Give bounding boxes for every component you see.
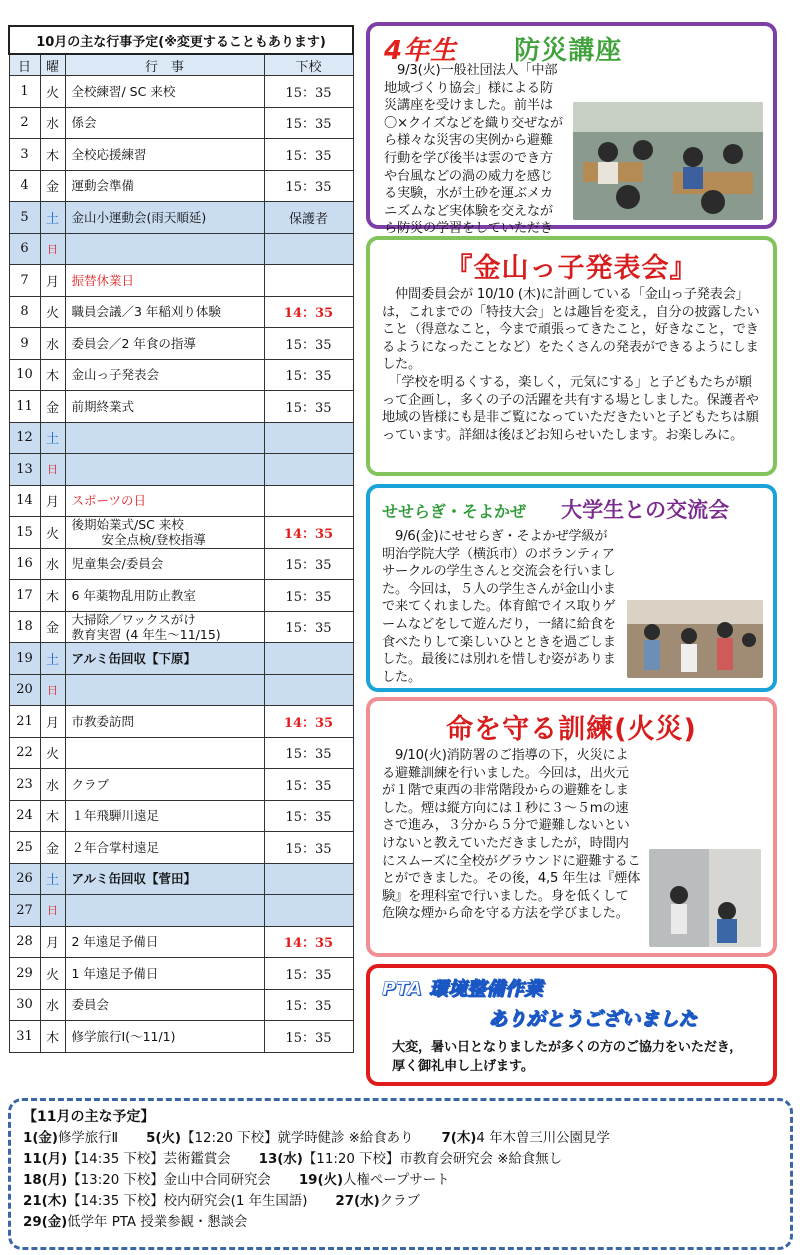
schedule-row bbox=[9, 1021, 353, 1053]
row-weekday: 金 bbox=[40, 391, 65, 423]
row-dismissal-time: 15：35 bbox=[264, 989, 353, 1021]
row-event bbox=[65, 107, 264, 139]
header-weekday: 曜 bbox=[40, 54, 65, 76]
row-weekday: 土 bbox=[40, 422, 65, 454]
row-dismissal-time: 15：35 bbox=[264, 737, 353, 769]
row-event bbox=[65, 170, 264, 202]
exchange-title: 大学生との交流会 bbox=[561, 498, 730, 522]
row-dismissal-time: 15：35 bbox=[264, 328, 353, 360]
row-day: 1 bbox=[9, 76, 40, 108]
schedule-row bbox=[9, 107, 353, 139]
row-event-text: 振替休業日 bbox=[71, 272, 135, 288]
row-day: 27 bbox=[9, 895, 40, 927]
row-weekday: 土 bbox=[40, 863, 65, 895]
row-day: 17 bbox=[9, 580, 40, 612]
row-weekday: 日 bbox=[40, 674, 65, 706]
row-dismissal-time: 15：35 bbox=[264, 359, 353, 391]
schedule-row bbox=[9, 580, 353, 612]
row-dismissal-time: 14：35 bbox=[264, 517, 353, 549]
gym-photo bbox=[627, 600, 763, 678]
row-dismissal-time: 15：35 bbox=[264, 170, 353, 202]
row-event-text: 全校応援練習 bbox=[71, 146, 147, 162]
row-event bbox=[65, 202, 264, 234]
schedule-row bbox=[9, 422, 353, 454]
row-dismissal-time: 14：35 bbox=[264, 926, 353, 958]
row-event bbox=[65, 706, 264, 738]
row-event bbox=[65, 643, 264, 675]
row-day: 24 bbox=[9, 800, 40, 832]
row-event bbox=[65, 485, 264, 517]
schedule-row bbox=[9, 706, 353, 738]
row-weekday: 日 bbox=[40, 454, 65, 486]
row-event-text: 前期終業式 bbox=[71, 398, 135, 414]
row-day: 10 bbox=[9, 359, 40, 391]
row-dismissal-time bbox=[264, 674, 353, 706]
header-day: 日 bbox=[9, 54, 40, 76]
row-dismissal-time: 15：35 bbox=[264, 548, 353, 580]
row-dismissal-time: 15：35 bbox=[264, 580, 353, 612]
schedule-row bbox=[9, 202, 353, 234]
row-day: 11 bbox=[9, 391, 40, 423]
row-weekday: 水 bbox=[40, 107, 65, 139]
schedule-row bbox=[9, 296, 353, 328]
row-weekday: 日 bbox=[40, 233, 65, 265]
row-day: 3 bbox=[9, 139, 40, 171]
row-dismissal-time bbox=[264, 485, 353, 517]
november-line bbox=[23, 1128, 778, 1149]
row-day: 29 bbox=[9, 958, 40, 990]
november-event: 【13:20 下校】金山中合同研究会 bbox=[67, 1173, 271, 1188]
row-weekday: 金 bbox=[40, 170, 65, 202]
pta-title: PTA 環境整備作業 bbox=[382, 978, 543, 1000]
schedule-header-row bbox=[9, 54, 353, 76]
november-date: 7(木) bbox=[441, 1131, 477, 1146]
row-weekday: 木 bbox=[40, 1021, 65, 1053]
row-event bbox=[65, 265, 264, 297]
row-event bbox=[65, 328, 264, 360]
row-weekday: 火 bbox=[40, 296, 65, 328]
row-event bbox=[65, 422, 264, 454]
november-date: 1(金) bbox=[23, 1131, 58, 1146]
schedule-row bbox=[9, 800, 353, 832]
row-event-text-2: 安全点検/登校指導 bbox=[101, 532, 206, 548]
row-dismissal-time bbox=[264, 454, 353, 486]
row-event bbox=[65, 800, 264, 832]
schedule-row bbox=[9, 989, 353, 1021]
row-dismissal-time: 15：35 bbox=[264, 1021, 353, 1053]
row-dismissal-time: 15：35 bbox=[264, 769, 353, 801]
row-event bbox=[65, 863, 264, 895]
row-dismissal-time: 15：35 bbox=[264, 800, 353, 832]
row-dismissal-time: 15：35 bbox=[264, 139, 353, 171]
row-day: 5 bbox=[9, 202, 40, 234]
row-dismissal-time: 15：35 bbox=[264, 76, 353, 108]
november-event: 人権ペープサート bbox=[343, 1173, 450, 1188]
schedule-row bbox=[9, 485, 353, 517]
november-date: 21(木) bbox=[23, 1194, 68, 1209]
row-dismissal-time bbox=[264, 895, 353, 927]
row-day: 18 bbox=[9, 611, 40, 643]
row-weekday: 木 bbox=[40, 580, 65, 612]
november-date: 27(水) bbox=[335, 1194, 380, 1209]
row-day: 31 bbox=[9, 1021, 40, 1053]
pta-title-line2 bbox=[382, 1004, 761, 1038]
row-day: 21 bbox=[9, 706, 40, 738]
row-day: 14 bbox=[9, 485, 40, 517]
schedule-row bbox=[9, 643, 353, 675]
row-event-text: 金山小運動会(雨天順延) bbox=[71, 209, 207, 225]
schedule-row bbox=[9, 76, 353, 108]
row-day: 26 bbox=[9, 863, 40, 895]
november-date: 5(火) bbox=[146, 1131, 182, 1146]
schedule-row bbox=[9, 139, 353, 171]
schedule-body bbox=[9, 76, 353, 1053]
row-event-text: 大掃除／ワックスがけ bbox=[71, 611, 196, 627]
november-event: 【11:20 下校】市教育会研究会 ※給食無し bbox=[302, 1152, 563, 1167]
pta-thanks-title: ありがとうございました bbox=[488, 1008, 698, 1030]
row-event-text: スポーツの日 bbox=[71, 493, 147, 509]
university-exchange-title bbox=[382, 494, 763, 528]
schedule-row bbox=[9, 454, 353, 486]
row-day: 12 bbox=[9, 422, 40, 454]
schedule-row bbox=[9, 328, 353, 360]
november-date: 18(月) bbox=[23, 1173, 68, 1188]
schedule-row bbox=[9, 674, 353, 706]
row-dismissal-time: 14：35 bbox=[264, 296, 353, 328]
row-weekday: 月 bbox=[40, 926, 65, 958]
row-event bbox=[65, 548, 264, 580]
row-weekday: 金 bbox=[40, 611, 65, 643]
row-event bbox=[65, 580, 264, 612]
november-date: 29(金) bbox=[23, 1215, 68, 1230]
row-weekday: 水 bbox=[40, 328, 65, 360]
schedule-row bbox=[9, 926, 353, 958]
row-dismissal-time: 15：35 bbox=[264, 958, 353, 990]
schedule-row bbox=[9, 832, 353, 864]
schedule-row bbox=[9, 863, 353, 895]
pta-thanks-text: 大変，暑い日となりましたが多くの方のご協力をいただき，厚く御礼申し上げます。 bbox=[392, 1040, 743, 1074]
row-weekday: 金 bbox=[40, 832, 65, 864]
row-day: 25 bbox=[9, 832, 40, 864]
row-event-text: 係会 bbox=[71, 115, 97, 131]
november-event: 【14:35 下校】校内研究会(1 年生国語) bbox=[67, 1194, 308, 1209]
disaster-lecture-text: 9/3(火)一般社団法人「中部地域づくり協会」様による防災講座を受けました。前半は〇×クイズなどを織り交ぜながら様々な災害の実例から避難行動を学び後半は雲のでき方や台風などの渦の威力を感じる実験，水が土砂を運ぶメカニズムなど実体験を交えながら防災の学習をしていただき bbox=[384, 63, 563, 237]
row-weekday: 日 bbox=[40, 895, 65, 927]
row-weekday: 月 bbox=[40, 485, 65, 517]
row-day: 15 bbox=[9, 517, 40, 549]
row-event-text-2: 教育実習 (4 年生～11/15) bbox=[71, 626, 221, 642]
november-lines bbox=[23, 1128, 778, 1233]
classroom-photo bbox=[573, 102, 763, 220]
header-event: 行 事 bbox=[65, 54, 264, 76]
november-event: 【14:35 下校】芸術鑑賞会 bbox=[67, 1152, 231, 1167]
row-event-text: 委員会 bbox=[71, 997, 110, 1013]
schedule-row bbox=[9, 359, 353, 391]
row-dismissal-time bbox=[264, 265, 353, 297]
schedule-row bbox=[9, 958, 353, 990]
row-weekday: 木 bbox=[40, 800, 65, 832]
row-weekday: 火 bbox=[40, 737, 65, 769]
row-event-text: 修学旅行Ⅰ(～11/1) bbox=[71, 1028, 176, 1044]
row-event bbox=[65, 296, 264, 328]
row-event-text: クラブ bbox=[71, 776, 110, 792]
schedule-row bbox=[9, 548, 353, 580]
november-date: 13(水) bbox=[258, 1152, 303, 1167]
row-day: 22 bbox=[9, 737, 40, 769]
row-dismissal-time: 15：35 bbox=[264, 391, 353, 423]
presentation-text-1: 仲間委員会が 10/10 (木)に計画している「金山っ子発表会」は，これまでの「特技大会」とは趣旨を変え，自分の披露したいこと（得意なこと，今まで頑張ってきたこと，好きなこと，できるようになったことなど）をたくさんの発表ができるようにしました。 bbox=[382, 287, 760, 373]
row-event-text: 2 年遠足予備日 bbox=[71, 934, 159, 950]
schedule-row bbox=[9, 233, 353, 265]
row-day: 20 bbox=[9, 674, 40, 706]
row-weekday: 土 bbox=[40, 202, 65, 234]
november-event: 【12:20 下校】就学時健診 ※給食あり bbox=[181, 1131, 414, 1146]
row-weekday: 水 bbox=[40, 989, 65, 1021]
row-event bbox=[65, 611, 264, 643]
row-day: 23 bbox=[9, 769, 40, 801]
row-event bbox=[65, 769, 264, 801]
row-event bbox=[65, 832, 264, 864]
schedule-row bbox=[9, 769, 353, 801]
disaster-lecture-title bbox=[384, 30, 763, 66]
row-day: 28 bbox=[9, 926, 40, 958]
row-event-text: １年飛騨川遠足 bbox=[71, 808, 160, 824]
november-heading: 【11月の主な予定】 bbox=[23, 1109, 155, 1125]
row-weekday: 月 bbox=[40, 706, 65, 738]
row-event-text: 市教委訪問 bbox=[71, 713, 135, 729]
row-dismissal-time bbox=[264, 233, 353, 265]
row-weekday: 火 bbox=[40, 517, 65, 549]
november-line bbox=[23, 1170, 778, 1191]
row-day: 19 bbox=[9, 643, 40, 675]
smoke-drill-photo bbox=[649, 849, 761, 947]
row-day: 4 bbox=[9, 170, 40, 202]
november-event: 4 年木曽三川公園見学 bbox=[476, 1131, 610, 1146]
row-event-text: 児童集会/委員会 bbox=[71, 556, 164, 572]
schedule-row bbox=[9, 391, 353, 423]
row-event bbox=[65, 517, 264, 549]
row-event-text: 委員会／2 年食の指導 bbox=[71, 335, 196, 351]
row-day: 7 bbox=[9, 265, 40, 297]
university-exchange-text: 9/6(金)にせせらぎ・そよかぜ学級が明治学院大学（横浜市）のボランティアサークルの学生さんと交流会を行いました。今回は，５人の学生さんが金山小まで来てくれました。体育館でイス取りゲームなどをして遊んだり，一緒に給食を食べたりして楽しいひとときを過ごしました。最後には別れを惜しむ姿がありました。 bbox=[382, 529, 616, 685]
row-weekday: 火 bbox=[40, 958, 65, 990]
row-weekday: 木 bbox=[40, 359, 65, 391]
row-event-text: ２年合掌村遠足 bbox=[71, 839, 160, 855]
schedule-row bbox=[9, 895, 353, 927]
row-event-text: アルミ缶回収【菅田】 bbox=[71, 871, 197, 887]
row-event-text: 職員会議／3 年稲刈り体験 bbox=[71, 304, 221, 320]
row-event bbox=[65, 454, 264, 486]
row-day: 16 bbox=[9, 548, 40, 580]
schedule-row bbox=[9, 517, 353, 549]
university-exchange-box bbox=[366, 484, 777, 692]
row-day: 6 bbox=[9, 233, 40, 265]
row-dismissal-time bbox=[264, 422, 353, 454]
schedule-row bbox=[9, 737, 353, 769]
grade4-title: 4年生 bbox=[384, 36, 458, 66]
row-weekday: 土 bbox=[40, 643, 65, 675]
row-dismissal-time: 14：35 bbox=[264, 706, 353, 738]
pta-title-line1 bbox=[382, 974, 761, 1004]
disaster-lecture-box bbox=[366, 22, 777, 237]
row-dismissal-time bbox=[264, 863, 353, 895]
row-dismissal-time: 15：35 bbox=[264, 107, 353, 139]
november-schedule-box bbox=[8, 1098, 793, 1250]
row-event-text: アルミ缶回収【下原】 bbox=[71, 650, 197, 666]
row-event-text: 後期始業式/SC 来校 bbox=[71, 517, 184, 533]
presentation-text-2: 「学校を明るくする，楽しく，元気にする」と子どもたちが願って企画し，多くの子の活躍を共有する場としました。保護者や地域の皆様にも是非ご覧になっていただきたいと子どもたちは願っています。詳細は後ほどお知らせいたします。お楽しみに。 bbox=[382, 374, 759, 443]
row-weekday: 木 bbox=[40, 139, 65, 171]
row-event bbox=[65, 391, 264, 423]
bousai-title: 防災講座 bbox=[514, 36, 623, 66]
november-date: 11(月) bbox=[23, 1152, 68, 1167]
row-event bbox=[65, 76, 264, 108]
row-event-text: 運動会準備 bbox=[71, 178, 135, 194]
schedule-caption: 10月の主な行事予定(※変更することもあります) bbox=[9, 26, 353, 54]
row-event-text: 6 年薬物乱用防止教室 bbox=[71, 587, 196, 603]
november-date: 19(火) bbox=[298, 1173, 344, 1188]
row-event-text: 1 年遠足予備日 bbox=[71, 965, 159, 981]
row-event bbox=[65, 233, 264, 265]
row-weekday: 水 bbox=[40, 548, 65, 580]
row-event-text: 金山っ子発表会 bbox=[71, 367, 160, 383]
row-day: 30 bbox=[9, 989, 40, 1021]
header-time: 下校 bbox=[264, 54, 353, 76]
november-line bbox=[23, 1212, 778, 1233]
class-name-title: せせらぎ・そよかぜ bbox=[382, 502, 527, 521]
row-day: 9 bbox=[9, 328, 40, 360]
row-day: 2 bbox=[9, 107, 40, 139]
november-line bbox=[23, 1149, 778, 1170]
row-event bbox=[65, 674, 264, 706]
fire-drill-title: 命を守る訓練(火災) bbox=[446, 714, 697, 745]
row-event bbox=[65, 1021, 264, 1053]
schedule-row bbox=[9, 170, 353, 202]
october-schedule-table bbox=[8, 25, 354, 1053]
row-event bbox=[65, 895, 264, 927]
row-event bbox=[65, 958, 264, 990]
row-event bbox=[65, 359, 264, 391]
fire-drill-box bbox=[366, 697, 777, 957]
schedule-row bbox=[9, 611, 353, 643]
row-day: 13 bbox=[9, 454, 40, 486]
schedule-row bbox=[9, 265, 353, 297]
november-event: 低学年 PTA 授業参観・懇談会 bbox=[67, 1215, 248, 1230]
row-event bbox=[65, 737, 264, 769]
row-dismissal-time bbox=[264, 643, 353, 675]
pta-thanks-box bbox=[366, 964, 777, 1086]
row-event bbox=[65, 989, 264, 1021]
row-weekday: 水 bbox=[40, 769, 65, 801]
row-dismissal-time: 15：35 bbox=[264, 832, 353, 864]
row-event bbox=[65, 139, 264, 171]
november-event: クラブ bbox=[379, 1194, 420, 1209]
row-weekday: 火 bbox=[40, 76, 65, 108]
row-dismissal-time: 15：35 bbox=[264, 611, 353, 643]
november-event: 修学旅行Ⅱ bbox=[57, 1131, 119, 1146]
row-event-text: 全校練習/ SC 来校 bbox=[71, 83, 176, 99]
row-weekday: 月 bbox=[40, 265, 65, 297]
row-day: 8 bbox=[9, 296, 40, 328]
november-line bbox=[23, 1191, 778, 1212]
row-dismissal-time: 保護者 bbox=[264, 202, 353, 234]
presentation-box bbox=[366, 236, 777, 476]
presentation-title: 『金山っ子発表会』 bbox=[445, 253, 698, 284]
fire-drill-text: 9/10(火)消防署のご指導の下，火災による避難訓練を行いました。今回は，出火元が１階で東西の非常階段からの避難をしました。煙は縦方向には１秒に３～５mの速さで進み，３分から５分で避難しないといけないと教えていただきましたが，時間内にスムーズに全校がグラウンドに避難することができました。その後，4,5 年生は『煙体験』を理科室で行いました。身を低くして危険な煙から命を守る方法を学びました。 bbox=[382, 748, 641, 922]
row-event bbox=[65, 926, 264, 958]
